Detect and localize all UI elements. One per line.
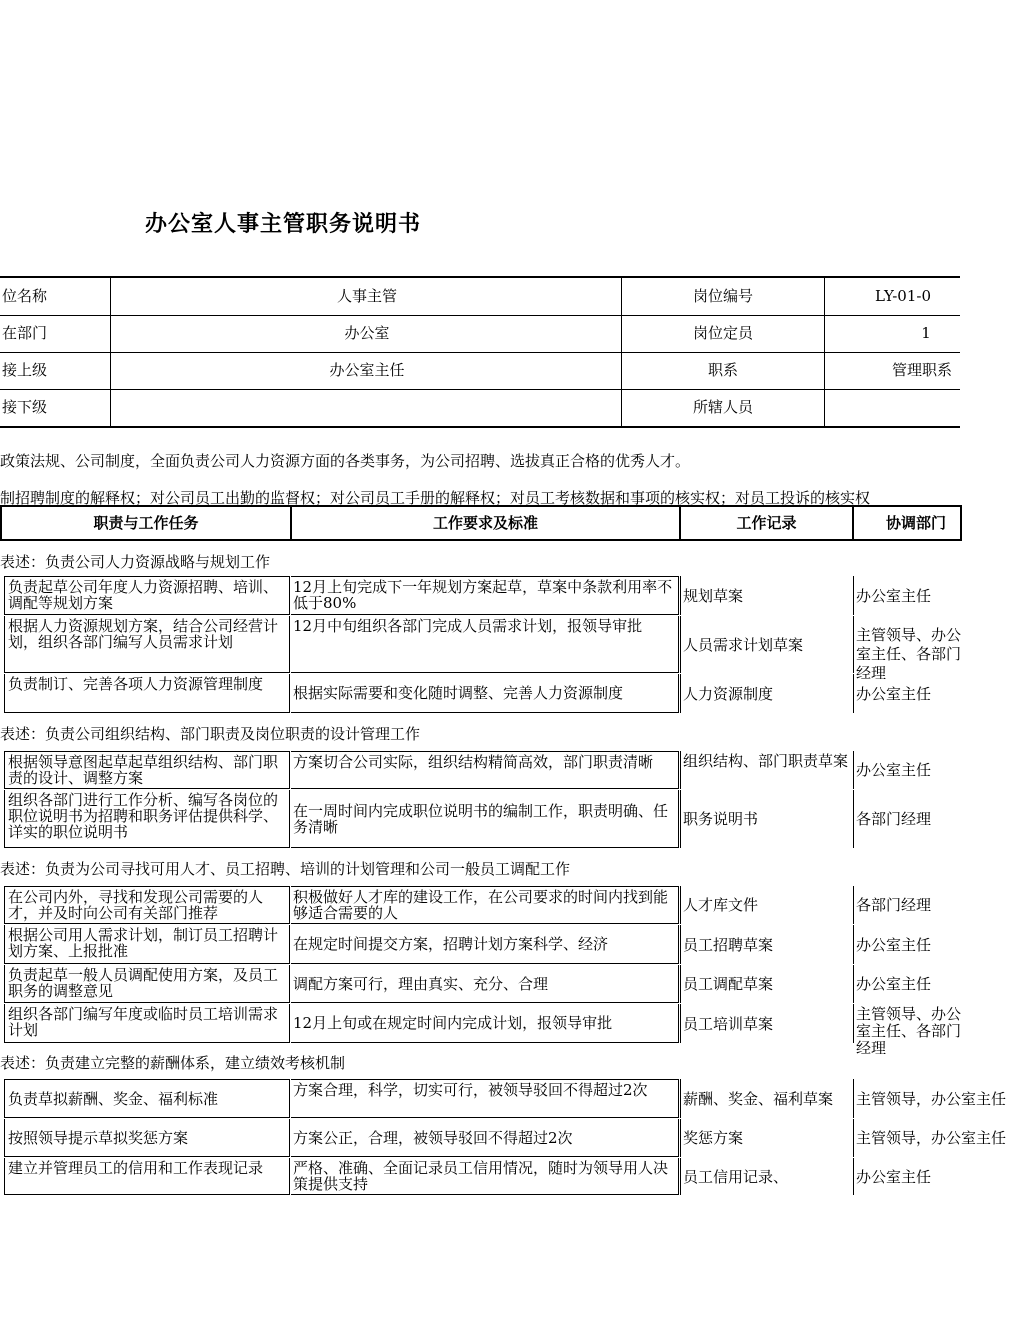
divider	[110, 278, 111, 426]
table-row	[0, 790, 960, 848]
requirement-cell: 方案公正，合理，被领导驳回不得超过2次	[291, 1119, 679, 1157]
coordination-cell: 主管领导，办公室主任	[856, 1089, 1007, 1108]
record-cell: 规划草案	[683, 586, 744, 605]
requirement-cell: 12月中旬组织各部门完成人员需求计划，报领导审批	[291, 616, 679, 673]
record-cell: 薪酬、奖金、福利草案	[683, 1089, 834, 1108]
coordination-cell: 主管领导、办公室主任、各部门经理	[856, 1005, 962, 1057]
value-position-name: 人事主管	[336, 287, 397, 305]
requirement-cell: 积极做好人才库的建设工作，在公司要求的时间内找到能够适合需要的人	[291, 886, 679, 924]
job-summary: 政策法规、公司制度，全面负责公司人力资源方面的各类事务，为公司招聘、选拔真正合格的优秀人才。	[0, 452, 691, 470]
task-cell: 负责起草一般人员调配使用方案，及员工职务的调整意见	[4, 965, 290, 1003]
coordination-cell: 办公室主任	[856, 935, 932, 954]
section-description: 表述：负责建立完整的薪酬体系，建立绩效考核机制	[0, 1054, 346, 1072]
coordination-cell: 办公室主任	[856, 975, 932, 993]
label-department: 在部门	[2, 324, 48, 342]
col-header-task: 职责与工作任务	[0, 505, 292, 541]
task-cell: 负责起草公司年度人力资源招聘、培训、调配等规划方案	[4, 576, 290, 615]
position-info-table	[0, 276, 960, 416]
table-row	[0, 674, 960, 713]
coordination-cell: 各部门经理	[856, 896, 932, 914]
task-cell: 按照领导提示草拟奖惩方案	[4, 1119, 290, 1157]
section-description: 表述：负责为公司寻找可用人才、员工招聘、培训的计划管理和公司一般员工调配工作	[0, 860, 571, 878]
coordination-cell: 办公室主任	[856, 761, 932, 779]
record-cell: 组织结构、部门职责草案	[683, 752, 849, 770]
coordination-cell: 办公室主任	[856, 586, 932, 605]
col-header-record: 工作记录	[679, 505, 854, 541]
record-cell: 人力资源制度	[683, 684, 774, 703]
table-row	[0, 965, 960, 1003]
coordination-cell: 办公室主任	[856, 684, 932, 703]
task-cell: 组织各部门编写年度或临时员工培训需求计划	[4, 1004, 290, 1043]
table-row	[0, 616, 962, 682]
task-cell: 组织各部门进行工作分析、编写各岗位的职位说明书为招聘和职务评估提供科学、详实的职位说明书	[4, 790, 290, 848]
requirement-cell: 12月上旬或在规定时间内完成计划，报领导审批	[291, 1004, 679, 1043]
table-row	[0, 1119, 1007, 1157]
value-job-family: 管理职系	[892, 361, 953, 379]
value-headcount: 1	[921, 324, 931, 342]
page-title: 办公室人事主管职务说明书	[145, 211, 422, 237]
task-cell: 在公司内外，寻找和发现公司需要的人才，并及时向公司有关部门推荐	[4, 886, 290, 924]
label-staff-managed: 所辖人员	[692, 398, 753, 416]
coordination-cell: 主管领导、办公室主任、各部门经理	[856, 626, 962, 682]
task-cell: 根据领导意图起草起草组织结构、部门职责的设计、调整方案	[4, 751, 290, 789]
value-department: 办公室	[344, 324, 390, 342]
value-position-code: LY-01-0	[874, 287, 932, 305]
divider	[824, 278, 825, 426]
table-row	[0, 576, 960, 615]
section-description: 表述：负责公司组织结构、部门职责及岗位职责的设计管理工作	[0, 725, 421, 743]
info-row-superior	[0, 352, 960, 390]
value-subordinate	[112, 389, 622, 426]
info-row-subordinate	[0, 389, 960, 428]
section-description: 表述：负责公司人力资源战略与规划工作	[0, 553, 271, 571]
record-cell: 员工培训草案	[683, 1014, 774, 1033]
coordination-cell: 各部门经理	[856, 810, 932, 828]
table-row	[0, 1079, 1007, 1118]
table-row	[0, 1004, 962, 1057]
record-cell: 员工调配草案	[683, 975, 774, 993]
value-staff-managed	[826, 389, 1026, 426]
requirement-cell: 方案合理，科学，切实可行，被领导驳回不得超过2次	[291, 1079, 679, 1118]
requirement-cell: 根据实际需要和变化随时调整、完善人力资源制度	[291, 674, 679, 713]
label-superior: 接上级	[2, 361, 48, 379]
record-cell: 员工信用记录、	[683, 1167, 789, 1186]
requirement-cell: 严格、准确、全面记录员工信用情况，随时为领导用人决策提供支持	[291, 1158, 679, 1195]
coordination-cell: 主管领导，办公室主任	[856, 1129, 1007, 1147]
task-cell: 建立并管理员工的信用和工作表现记录	[4, 1158, 290, 1195]
task-cell: 负责草拟薪酬、奖金、福利标准	[4, 1079, 290, 1118]
record-cell: 员工招聘草案	[683, 935, 774, 954]
label-subordinate: 接下级	[2, 398, 48, 416]
table-row	[0, 925, 960, 964]
value-superior: 办公室主任	[329, 361, 405, 379]
table-row	[0, 1158, 960, 1195]
coordination-cell: 办公室主任	[856, 1167, 932, 1186]
requirement-cell: 调配方案可行，理由真实、充分、合理	[291, 965, 679, 1003]
col-header-coordination: 协调部门	[852, 505, 962, 541]
task-cell: 根据人力资源规划方案，结合公司经营计划，组织各部门编写人员需求计划	[4, 616, 290, 673]
requirement-cell: 方案切合公司实际，组织结构精简高效，部门职责清晰	[291, 751, 679, 789]
requirement-cell: 12月上旬完成下一年规划方案起草，草案中条款利用率不低于80%	[291, 576, 679, 615]
requirement-cell: 在规定时间提交方案，招聘计划方案科学、经济	[291, 925, 679, 964]
info-row-position-name	[0, 278, 960, 316]
requirement-cell: 在一周时间内完成职位说明书的编制工作，职责明确、任务清晰	[291, 790, 679, 848]
record-cell: 人才库文件	[683, 896, 759, 914]
divider	[621, 278, 622, 426]
record-cell: 人员需求计划草案	[683, 635, 804, 654]
table-row	[0, 751, 960, 789]
col-header-requirement: 工作要求及标准	[290, 505, 681, 541]
task-cell: 负责制订、完善各项人力资源管理制度	[4, 674, 290, 713]
record-cell: 奖惩方案	[683, 1129, 744, 1147]
label-job-family: 职系	[707, 361, 738, 379]
label-position-code: 岗位编号	[692, 287, 753, 305]
label-position-name: 位名称	[2, 287, 48, 305]
label-headcount: 岗位定员	[692, 324, 753, 342]
record-cell: 职务说明书	[683, 810, 759, 828]
job-authority: 制招聘制度的解释权；对公司员工出勤的监督权；对公司员工手册的解释权；对员工考核数据和事项的核实权；对员工投诉的核实权	[0, 489, 871, 507]
task-cell: 根据公司用人需求计划，制订员工招聘计划方案、上报批准	[4, 925, 290, 964]
table-row	[0, 886, 960, 924]
info-row-department	[0, 315, 960, 353]
